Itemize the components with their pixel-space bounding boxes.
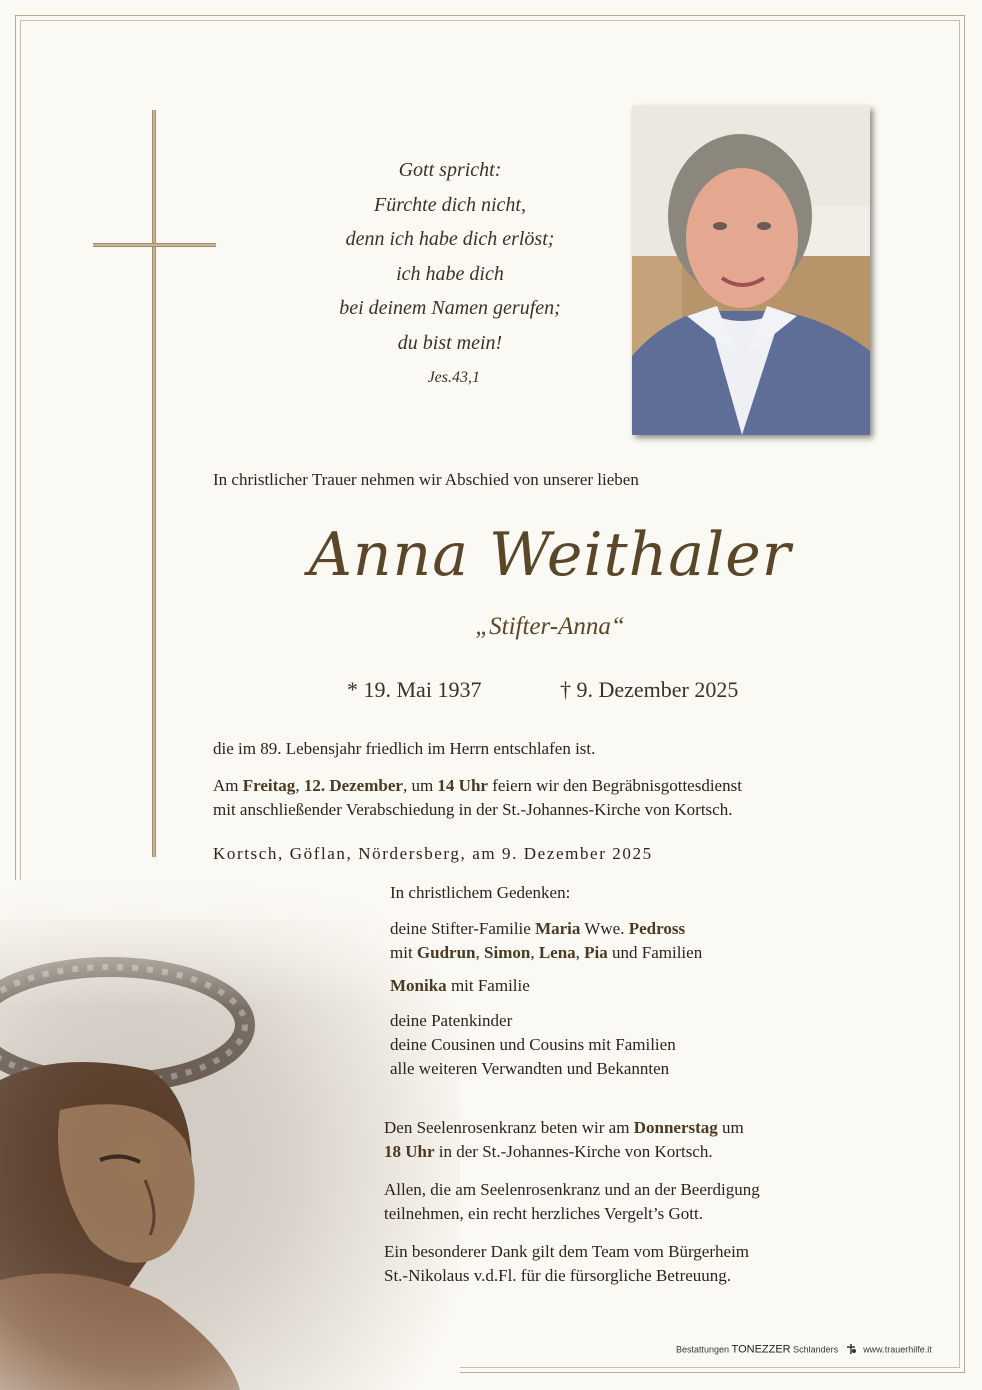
mourners-family — [390, 917, 702, 965]
text-fragment: Am — [213, 776, 243, 795]
text-fragment: mit — [390, 943, 417, 962]
text-fragment: Den Seelenrosenkranz beten wir am — [384, 1118, 634, 1137]
verse-reference: Jes.43,1 — [427, 369, 480, 386]
verse-line: du bist mein! — [397, 331, 503, 354]
funeral-home-credit — [676, 1343, 932, 1357]
thanks-attendees — [384, 1178, 760, 1226]
thanks-care-home — [384, 1240, 749, 1288]
verse-line: denn ich habe dich erlöst; — [345, 228, 555, 250]
text-fragment: , — [530, 943, 539, 962]
funeral-day: Freitag — [242, 776, 296, 795]
text-fragment: feiern wir den Begräbnisgottesdienst — [487, 776, 742, 795]
death-date: † 9. Dezember 2025 — [560, 677, 739, 702]
text-fragment: Wwe. — [580, 919, 629, 938]
mourners-heading: In christlichem Gedenken: — [390, 883, 571, 902]
cross-icon-horizontal — [93, 243, 216, 247]
website-link[interactable]: www.trauerhilfe.it — [863, 1344, 932, 1355]
text-fragment: deine Stifter-Familie — [390, 919, 536, 938]
funeral-time: 14 Uhr — [437, 776, 488, 795]
text-fragment: , — [575, 943, 585, 962]
text-fragment: um — [717, 1118, 744, 1137]
cross-icon-vertical — [152, 110, 156, 857]
mourner-name: Pia — [584, 943, 608, 962]
age-line: die im 89. Lebensjahr friedlich im Herrn entschlafen ist. — [213, 739, 596, 758]
thanks-line: St.-Nikolaus v.d.Fl. für die fürsorgliche Betreuung. — [384, 1266, 732, 1285]
verse-line: Fürchte dich nicht, — [374, 193, 526, 216]
text-fragment: in der St.-Johannes-Kirche von Kortsch. — [434, 1142, 713, 1161]
mourner-line: deine Cousinen und Cousins mit Familien — [390, 1035, 676, 1054]
text-fragment: mit Familie — [446, 976, 530, 995]
mourners-monika — [390, 974, 530, 998]
mourner-line: alle weiteren Verwandten und Bekannten — [390, 1059, 670, 1078]
funeral-date: 12. Dezember — [303, 776, 403, 795]
rosary-info — [384, 1116, 744, 1164]
mourner-name: Gudrun — [416, 943, 476, 962]
rosary-day: Donnerstag — [633, 1118, 718, 1137]
text-fragment: , — [295, 776, 304, 795]
credit-brand: TONEZZER — [731, 1343, 791, 1356]
intro-text: In christlicher Trauer nehmen wir Abschied von unserer lieben — [213, 470, 639, 489]
rosary-time: 18 Uhr — [384, 1142, 435, 1161]
mourner-name: Pedross — [628, 919, 686, 938]
verse-line: ich habe dich — [396, 262, 504, 285]
deceased-nickname: „Stifter-Anna“ — [475, 613, 625, 640]
text-fragment: , um — [402, 776, 438, 795]
verse-line: Gott spricht: — [398, 159, 502, 181]
dove-cross-icon — [844, 1343, 858, 1357]
mourner-name: Monika — [390, 976, 447, 995]
credit-prefix: Bestattungen — [676, 1344, 732, 1355]
birth-date: * 19. Mai 1937 — [347, 677, 482, 702]
mourner-name: Simon — [484, 943, 531, 962]
mourner-name: Maria — [535, 919, 581, 938]
credit-town: Schlanders — [790, 1344, 839, 1355]
thanks-line: Allen, die am Seelenrosenkranz und an der Beerdigung — [384, 1180, 760, 1199]
text-fragment: , — [475, 943, 485, 962]
mourner-name: Lena — [538, 943, 576, 962]
bible-verse — [270, 153, 630, 360]
deceased-name: Anna Weithaler — [308, 520, 792, 590]
thanks-line: Ein besonderer Dank gilt dem Team vom Bürgerheim — [384, 1242, 750, 1261]
place-date: Kortsch, Göflan, Nördersberg, am 9. Dezember 2025 — [213, 844, 653, 863]
text-fragment: und Familien — [607, 943, 703, 962]
verse-line: bei deinem Namen gerufen; — [339, 297, 561, 319]
funeral-info — [213, 774, 742, 822]
thanks-line: teilnehmen, ein recht herzliches Vergelt’s Gott. — [384, 1204, 703, 1223]
mourners-others — [390, 1009, 676, 1081]
portrait-photo — [632, 106, 870, 435]
funeral-location: mit anschließender Verabschiedung in der St.-Johannes-Kirche von Kortsch. — [213, 800, 733, 819]
mourner-line: deine Patenkinder — [390, 1011, 513, 1030]
